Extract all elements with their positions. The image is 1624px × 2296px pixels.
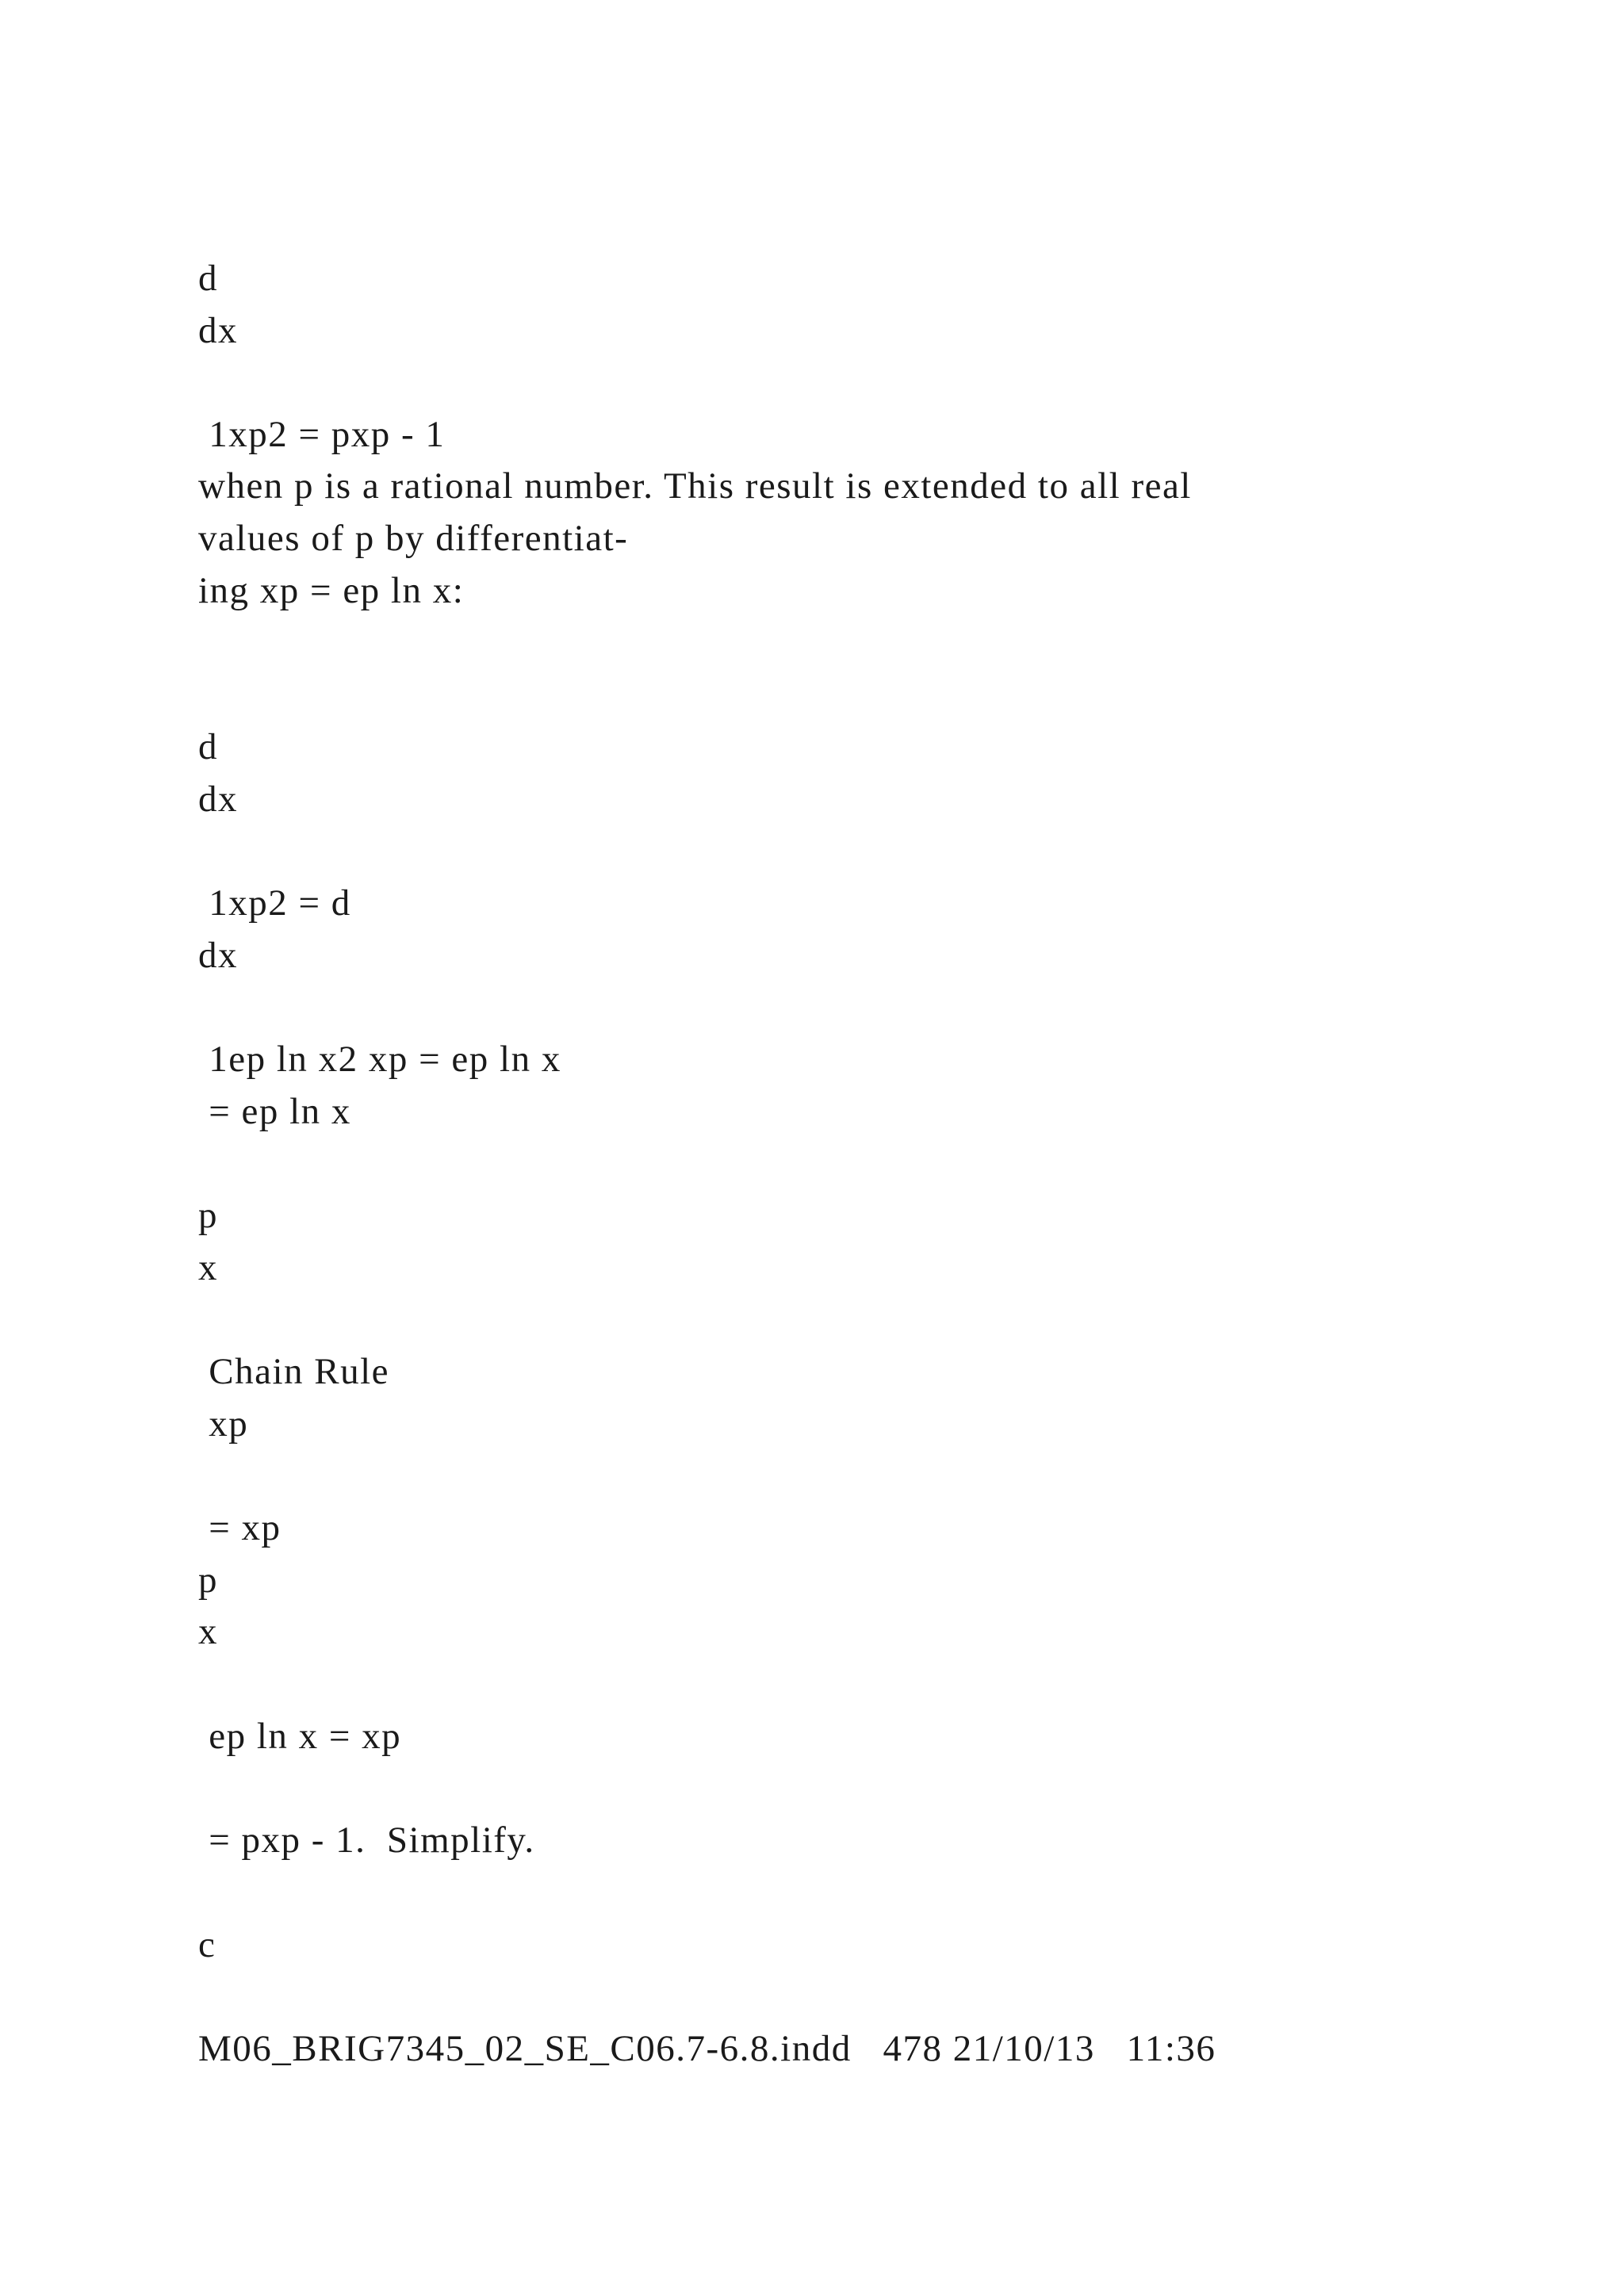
text-line: d <box>198 258 218 299</box>
text-line: values of p by differentiat- <box>198 518 629 559</box>
text-line: 1xp2 = d <box>198 882 351 924</box>
text-line: Chain Rule <box>198 1351 390 1392</box>
text-line: when p is a rational number. This result is extended to all real <box>198 465 1192 507</box>
text-line: c <box>198 1924 216 1965</box>
footer-slug: M06_BRIG7345_02_SE_C06.7-6.8.indd 478 21/10/13 11:36 <box>198 2028 1216 2069</box>
text-line: x <box>198 1247 218 1288</box>
text-line: dx <box>198 935 238 976</box>
text-line: xp <box>198 1403 249 1445</box>
text-line: dx <box>198 779 238 820</box>
text-line: d <box>198 726 218 767</box>
text-line: dx <box>198 310 238 351</box>
text-line: = ep ln x <box>198 1091 351 1132</box>
text-line: p <box>198 1195 218 1236</box>
text-line: = pxp - 1. Simplify. <box>198 1820 535 1861</box>
text-line: = xp <box>198 1507 282 1548</box>
text-line: p <box>198 1559 218 1601</box>
text-line: 1ep ln x2 xp = ep ln x <box>198 1039 561 1080</box>
text-line: ing xp = ep ln x: <box>198 570 465 611</box>
text-line: x <box>198 1611 218 1652</box>
text-line: ep ln x = xp <box>198 1716 402 1757</box>
text-line: 1xp2 = pxp - 1 <box>198 414 446 455</box>
